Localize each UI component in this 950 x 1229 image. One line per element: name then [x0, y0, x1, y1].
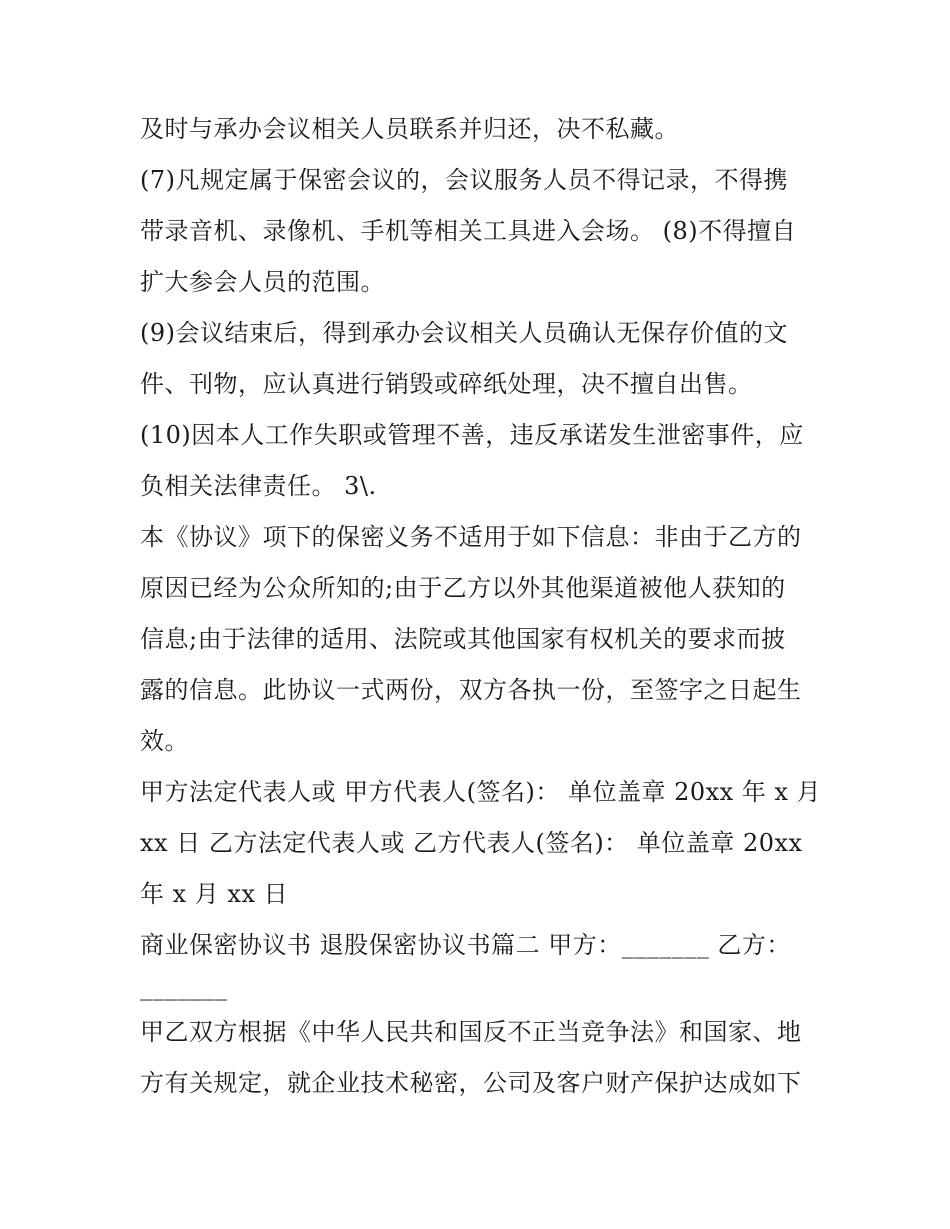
- text-line: 件、刊物，应认真进行销毁或碎纸处理，决不擅自出售。: [140, 370, 753, 398]
- text-line: 效。: [140, 727, 189, 755]
- text-line: 本《协议》项下的保密义务不适用于如下信息：非由于乙方的: [140, 523, 802, 551]
- text-line: 商业保密协议书 退股保密协议书篇二 甲方：_______ 乙方：: [140, 931, 791, 959]
- text-line: 方有关规定，就企业技术秘密，公司及客户财产保护达成如下: [140, 1069, 802, 1097]
- text-line: 及时与承办会议相关人员联系并归还，决不私藏。: [140, 115, 679, 143]
- text-line: _______: [140, 973, 228, 1001]
- text-line: 甲方法定代表人或 甲方代表人(签名)： 单位盖章 20xx 年 x 月: [140, 778, 822, 806]
- text-line: 甲乙双方根据《中华人民共和国反不正当竞争法》和国家、地: [140, 1018, 802, 1046]
- text-line: 扩大参会人员的范围。: [140, 268, 385, 296]
- text-line: 负相关法律责任。 3\.: [140, 472, 377, 500]
- text-line: (10)因本人工作失职或管理不善，违反承诺发生泄密事件，应: [140, 421, 804, 449]
- text-line: 原因已经为公众所知的;由于乙方以外其他渠道被他人获知的: [140, 574, 786, 602]
- text-line: (7)凡规定属于保密会议的，会议服务人员不得记录，不得携: [140, 166, 788, 194]
- text-line: (9)会议结束后，得到承办会议相关人员确认无保存价值的文: [140, 319, 788, 347]
- text-line: 带录音机、录像机、手机等相关工具进入会场。 (8)不得擅自: [140, 217, 797, 245]
- text-line: 年 x 月 xx 日: [140, 880, 289, 908]
- text-line: 露的信息。此协议一式两份，双方各执一份，至签字之日起生: [140, 676, 802, 704]
- text-line: xx 日 乙方法定代表人或 乙方代表人(签名)： 单位盖章 20xx: [140, 829, 803, 857]
- text-line: 信息;由于法律的适用、法院或其他国家有权机关的要求而披: [140, 625, 786, 653]
